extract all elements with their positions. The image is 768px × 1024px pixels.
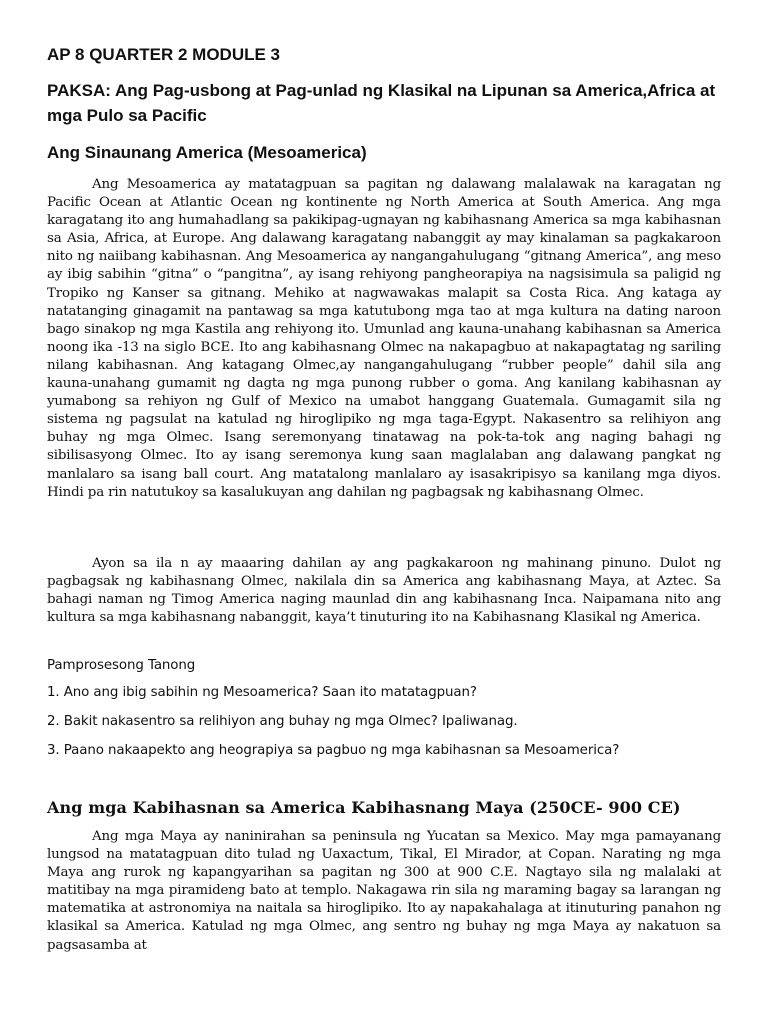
question-item-3: 3. Paano nakaapekto ang heograpiya sa pagbuo ng mga kabihasnan sa Mesoamerica? [47,743,620,758]
question-item-2: 2. Bakit nakasentro sa relihiyon ang buhay ng mga Olmec? Ipaliwanag. [47,714,518,729]
topic-title: PAKSA: Ang Pag-usbong at Pag-unlad ng Klasikal na Lipunan sa America,Africa at mga Pulo sa Pacific [47,81,716,125]
section-title: Ang Sinaunang America (Mesoamerica) [47,143,367,162]
paragraph-mesoamerica: Ang Mesoamerica ay matatagpuan sa pagitan ng dalawang malalawak na karagatan ng Pacific Ocean at Atlantic Ocean ng kontinente ng North America at South America. Ang mga karagatang ito ang humahadlang sa pakikipag-ugnayan ng kabihasnang America sa mga kabihasnan sa Asia, Africa, at Europe. Ang dalawang karagatang nabanggit ay may kinalaman sa pagkakaroon nito ng naiibang kabihasnan. Ang Mesoamerica ay nangangahulugang “gitnang America”, ang meso ay ibig sabihin “gitna” o “pangitna”, ay isang rehiyong pangheorapiya na nagsisimula sa paligid ng Tropiko ng Kanser sa gitnang. Mehiko at nagwawakas malapit sa Costa Rica. Ang kataga ay natatanging ginagamit na pantawag sa mga katutubong mga tao at mga kultura na dating naroon bago sinakop ng mga Kastila ang rehiyong ito. Umunlad ang kauna-unahang kabihasnan sa America noong ika -13 na siglo BCE. Ito ang kabihasnang Olmec na nakapagbuo at nakapagtatag ng sariling nilang kabihasnan. Ang katagang Olmec,ay nangangahulugang “rubber people” dahil sila ang kauna-unahang gumamit ng dagta ng mga punong rubber o goma. Ang kanilang kabihasnan ay yumabong sa rehiyon ng Gulf of Mexico na umabot hanggang Guatemala. Gumagamit sila ng sistema ng pagsulat na katulad ng hiroglipiko ng mga taga-Egypt. Nakasentro sa relihiyon ang buhay ng mga Olmec. Isang seremonyang tinatawag na pok-ta-tok ang naging bahagi ng sibilisasyong Olmec. Ito ay isang seremonya kung saan maglalaban ang dalawang pangkat ng manlalaro sa isang ball court. Ang matatalong manlalaro ay isasakripisyo sa kanilang mga diyos. Hindi pa rin natutukoy sa kasalukuyan ang dahilan ng pagbagsak ng kabihasnang Olmec. [47,177,721,500]
questions-title: Pamprosesong Tanong [47,658,196,673]
module-title: AP 8 QUARTER 2 MODULE 3 [47,45,281,64]
question-item-1: 1. Ano ang ibig sabihin ng Mesoamerica? Saan ito matatagpuan? [47,685,477,700]
paragraph-maya: Ang mga Maya ay naninirahan sa peninsula ng Yucatan sa Mexico. May mga pamayanang lungsod na matatagpuan dito tulad ng Uaxactum, Tikal, El Mirador, at Copan. Narating ng mga Maya ang rurok ng kapangyarihan sa pagitan ng 300 at 900 C.E. Nagtayo sila ng malalaki at matitibay na mga piramideng bato at templo. Nakagawa rin sila ng maraming bagay sa larangan ng matematika at astronomiya na naitala sa hiroglipiko. Ito ay napakahalaga at itinuturing panahon ng klasikal sa America. Katulad ng mga Olmec, ang sentro ng buhay ng mga Maya ay nakatuon sa pagsasamba at [47,829,721,953]
paragraph-olmec-decline: Ayon sa ila n ay maaaring dahilan ay ang pagkakaroon ng mahinang pinuno. Dulot ng pagbagsak ng kabihasnang Olmec, nakilala din sa America ang kabihasnang Maya, at Aztec. Sa bahagi naman ng Timog America naging maunlad din ang kabihasnang Inca. Naipamana nito ang kultura sa mga kabihasnang nabanggit, kaya’t tinuturing ito na Kabihasnang Klasikal ng America. [47,556,721,626]
maya-section-title: Ang mga Kabihasnan sa America Kabihasnang Maya (250CE- 900 CE) [47,798,681,817]
